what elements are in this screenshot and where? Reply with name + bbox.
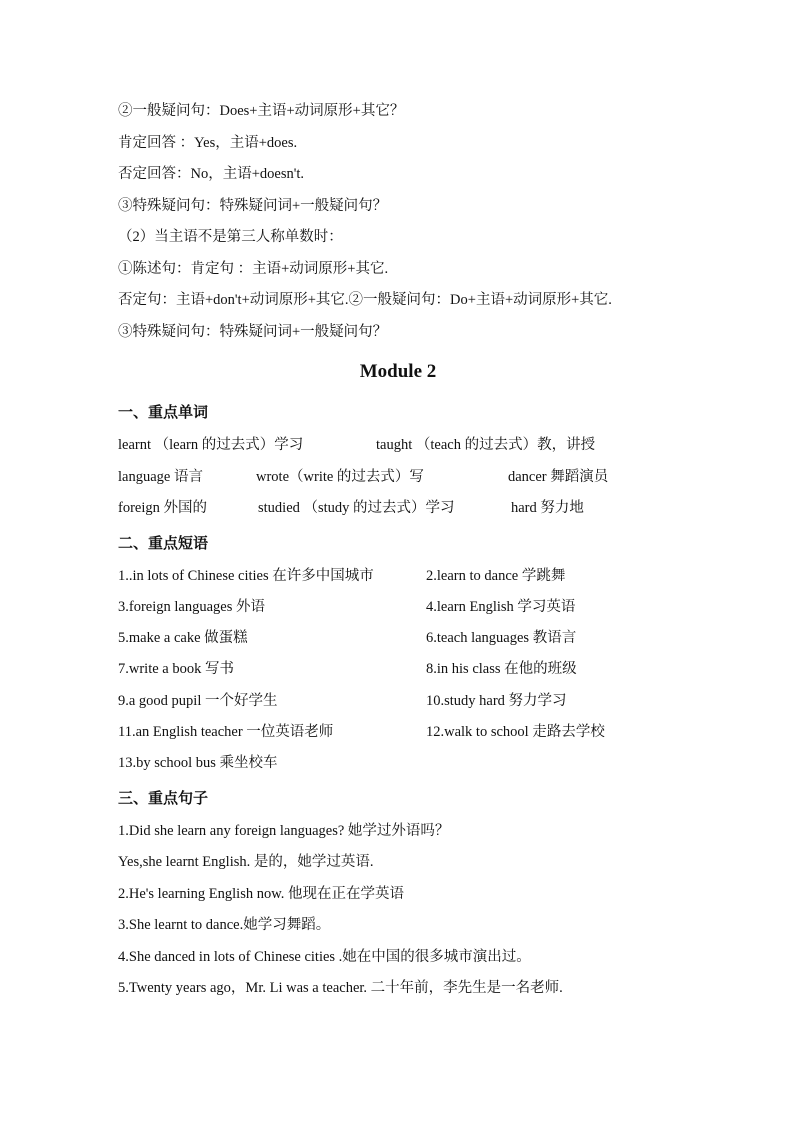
phrase-row [118, 561, 678, 592]
phrase-row [118, 654, 678, 685]
vocab-item: foreign 外国的 [118, 500, 207, 516]
grammar-line: ③特殊疑问句：特殊疑问词+一般疑问句？ [118, 323, 388, 340]
phrase-row [118, 717, 678, 748]
vocab-item: learnt （learn 的过去式）学习 [118, 437, 304, 453]
phrase-item: 4.learn English 学习英语 [426, 598, 576, 615]
phrase-item: 8.in his class 在他的班级 [426, 661, 577, 678]
phrase-item: 2.learn to dance 学跳舞 [426, 567, 566, 584]
phrase-item: 3.foreign languages 外语 [118, 598, 265, 615]
phrase-item: 9.a good pupil 一个好学生 [118, 692, 278, 709]
vocab-item: taught （teach 的过去式）教，讲授 [376, 437, 596, 453]
sentence-line: 5.Twenty years ago，Mr. Li was a teacher. 二十年前，李先生是一名老师. [118, 980, 563, 997]
sentence-line: 4.She danced in lots of Chinese cities .她在中国的很多城市演出过。 [118, 948, 531, 965]
vocab-item: studied （study 的过去式）学习 [258, 500, 455, 516]
phrase-row [118, 686, 678, 717]
vocab-item: wrote（write 的过去式）写 [256, 468, 424, 485]
vocab-row [118, 493, 678, 525]
phrases-heading: 二、重点短语 [118, 533, 209, 552]
grammar-block [118, 96, 678, 348]
vocab-item: language 语言 [118, 468, 203, 485]
phrase-item: 11.an English teacher 一位英语老师 [118, 723, 334, 740]
vocab-item: hard 努力地 [511, 500, 584, 516]
sentence-line: 2.He's learning English now. 他现在正在学英语 [118, 885, 405, 902]
phrase-item: 7.write a book 写书 [118, 661, 234, 678]
vocab-row [118, 430, 678, 462]
document-page [118, 96, 678, 1005]
grammar-line: ②一般疑问句：Does+主语+动词原形+其它？ [118, 103, 405, 119]
grammar-line: 肯定回答 ：Yes，主语+does. [118, 134, 298, 151]
phrase-row [118, 623, 678, 654]
grammar-line: （2）当主语不是第三人称单数时： [118, 229, 343, 245]
phrase-item: 5.make a cake 做蛋糕 [118, 630, 248, 647]
grammar-line: ①陈述句：肯定句 ：主语+动词原形+其它. [118, 260, 389, 277]
grammar-line: 否定回答：No，主语+doesn't. [118, 166, 304, 182]
grammar-line: ③特殊疑问句：特殊疑问词+一般疑问句？ [118, 197, 388, 214]
phrase-item: 6.teach languages 教语言 [426, 630, 577, 647]
sentence-line: 1.Did she learn any foreign languages? 她学过外语吗？ [118, 822, 450, 839]
vocab-item: dancer 舞蹈演员 [508, 468, 609, 485]
phrase-item: 1..in lots of Chinese cities 在许多中国城市 [118, 567, 374, 584]
grammar-line: 否定句：主语+don't+动词原形+其它.②一般疑问句：Do+主语+动词原形+其它. [118, 292, 612, 308]
sentence-line: 3.She learnt to dance.她学习舞蹈。 [118, 917, 331, 934]
phrase-row [118, 592, 678, 623]
phrase-item: 12.walk to school 走路去学校 [426, 723, 605, 740]
phrase-row [118, 748, 678, 779]
sentence-line: Yes,she learnt English. 是的，她学过英语. [118, 854, 374, 871]
module-title: Module 2 [359, 361, 437, 382]
vocab-heading: 一、重点单词 [118, 403, 209, 421]
phrase-item: 13.by school bus 乘坐校车 [118, 755, 278, 772]
sentences-heading: 三、重点句子 [118, 788, 209, 807]
vocab-row [118, 462, 678, 494]
phrase-item: 10.study hard 努力学习 [426, 692, 567, 709]
